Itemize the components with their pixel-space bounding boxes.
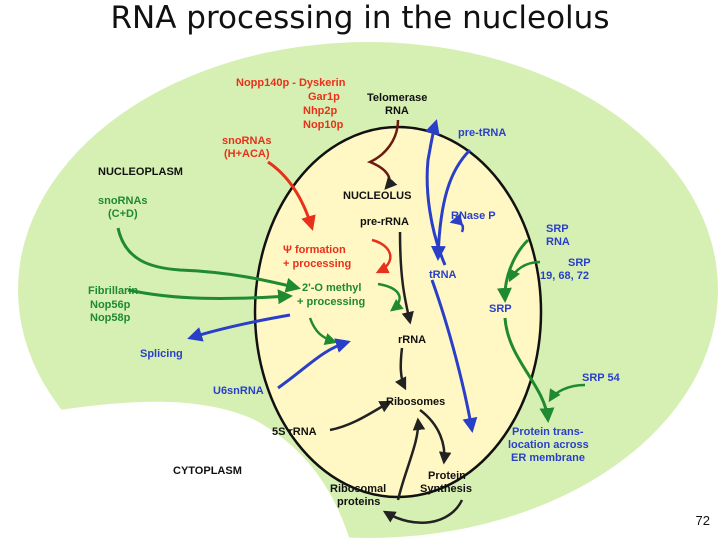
srprna-label (546, 223, 570, 248)
slide-title: RNA processing in the nucleolus (110, 0, 610, 36)
protein-synthesis-line-1: Protein (428, 470, 466, 482)
nopp-line-2: Gar1p (308, 91, 340, 103)
fivesrrna-label: 5S rRNA (272, 426, 317, 438)
srp54-label: SRP 54 (582, 372, 620, 384)
protein-synthesis-line-2: Synthesis (420, 483, 472, 495)
rrna-label: rRNA (398, 334, 427, 346)
rnasep-label: RNase P (451, 210, 496, 222)
pretrna-label: pre-tRNA (458, 127, 507, 139)
methyl-line-1: 2'-O methyl (302, 282, 362, 294)
ribosomal-proteins-line-2: proteins (337, 496, 381, 508)
translocation-line-2: location across (508, 439, 589, 451)
fibrillarin-line-3: Nop58p (90, 312, 131, 324)
translocation-line-3: ER membrane (511, 452, 585, 464)
page-number: 72 (695, 513, 710, 528)
trna-label: tRNA (429, 269, 457, 281)
fibrillarin-line-1: Fibrillarin (88, 285, 139, 297)
u6snrna-label: U6snRNA (213, 385, 264, 397)
psi-line-1: Ψ formation (283, 244, 346, 256)
snorna-cd-line-2: (C+D) (108, 208, 138, 220)
snorna-haca-line-1: snoRNAs (222, 135, 272, 147)
nopp-line-1: Nopp140p - Dyskerin (236, 77, 346, 89)
ribosomal-proteins-line-1: Ribosomal (330, 483, 387, 495)
protein-synthesis-label (420, 470, 472, 495)
nopp-line-4: Nop10p (303, 119, 344, 131)
ribosomal-proteins-label (330, 483, 386, 508)
srp-label: SRP (489, 303, 512, 315)
prerrna-label: pre-rRNA (360, 216, 409, 228)
nopp-line-3: Nhp2p (303, 105, 338, 117)
srprna-line-2: RNA (546, 236, 570, 248)
psi-line-2: + processing (283, 258, 352, 270)
region-nucleolus: NUCLEOLUS (343, 190, 412, 202)
telomerase-line-2: RNA (385, 105, 409, 117)
snorna-haca-line-2: (H+ACA) (224, 148, 270, 160)
telomerase-line-1: Telomerase (367, 92, 428, 104)
translocation-label (508, 426, 589, 464)
snorna-cd-line-1: snoRNAs (98, 195, 148, 207)
translocation-line-1: Protein trans- (512, 426, 584, 438)
srp-proteins-line-2: 19, 68, 72 (540, 270, 589, 282)
fibrillarin-line-2: Nop56p (90, 299, 131, 311)
splicing-label: Splicing (140, 348, 183, 360)
srp-proteins-line-1: SRP (568, 257, 591, 269)
snorna-haca-label (222, 135, 272, 160)
methyl-line-2: + processing (297, 296, 366, 308)
srprna-line-1: SRP (546, 223, 569, 235)
ribosomes-label: Ribosomes (386, 396, 446, 408)
region-nucleoplasm: NUCLEOPLASM (98, 166, 183, 178)
region-cytoplasm: CYTOPLASM (173, 465, 242, 477)
